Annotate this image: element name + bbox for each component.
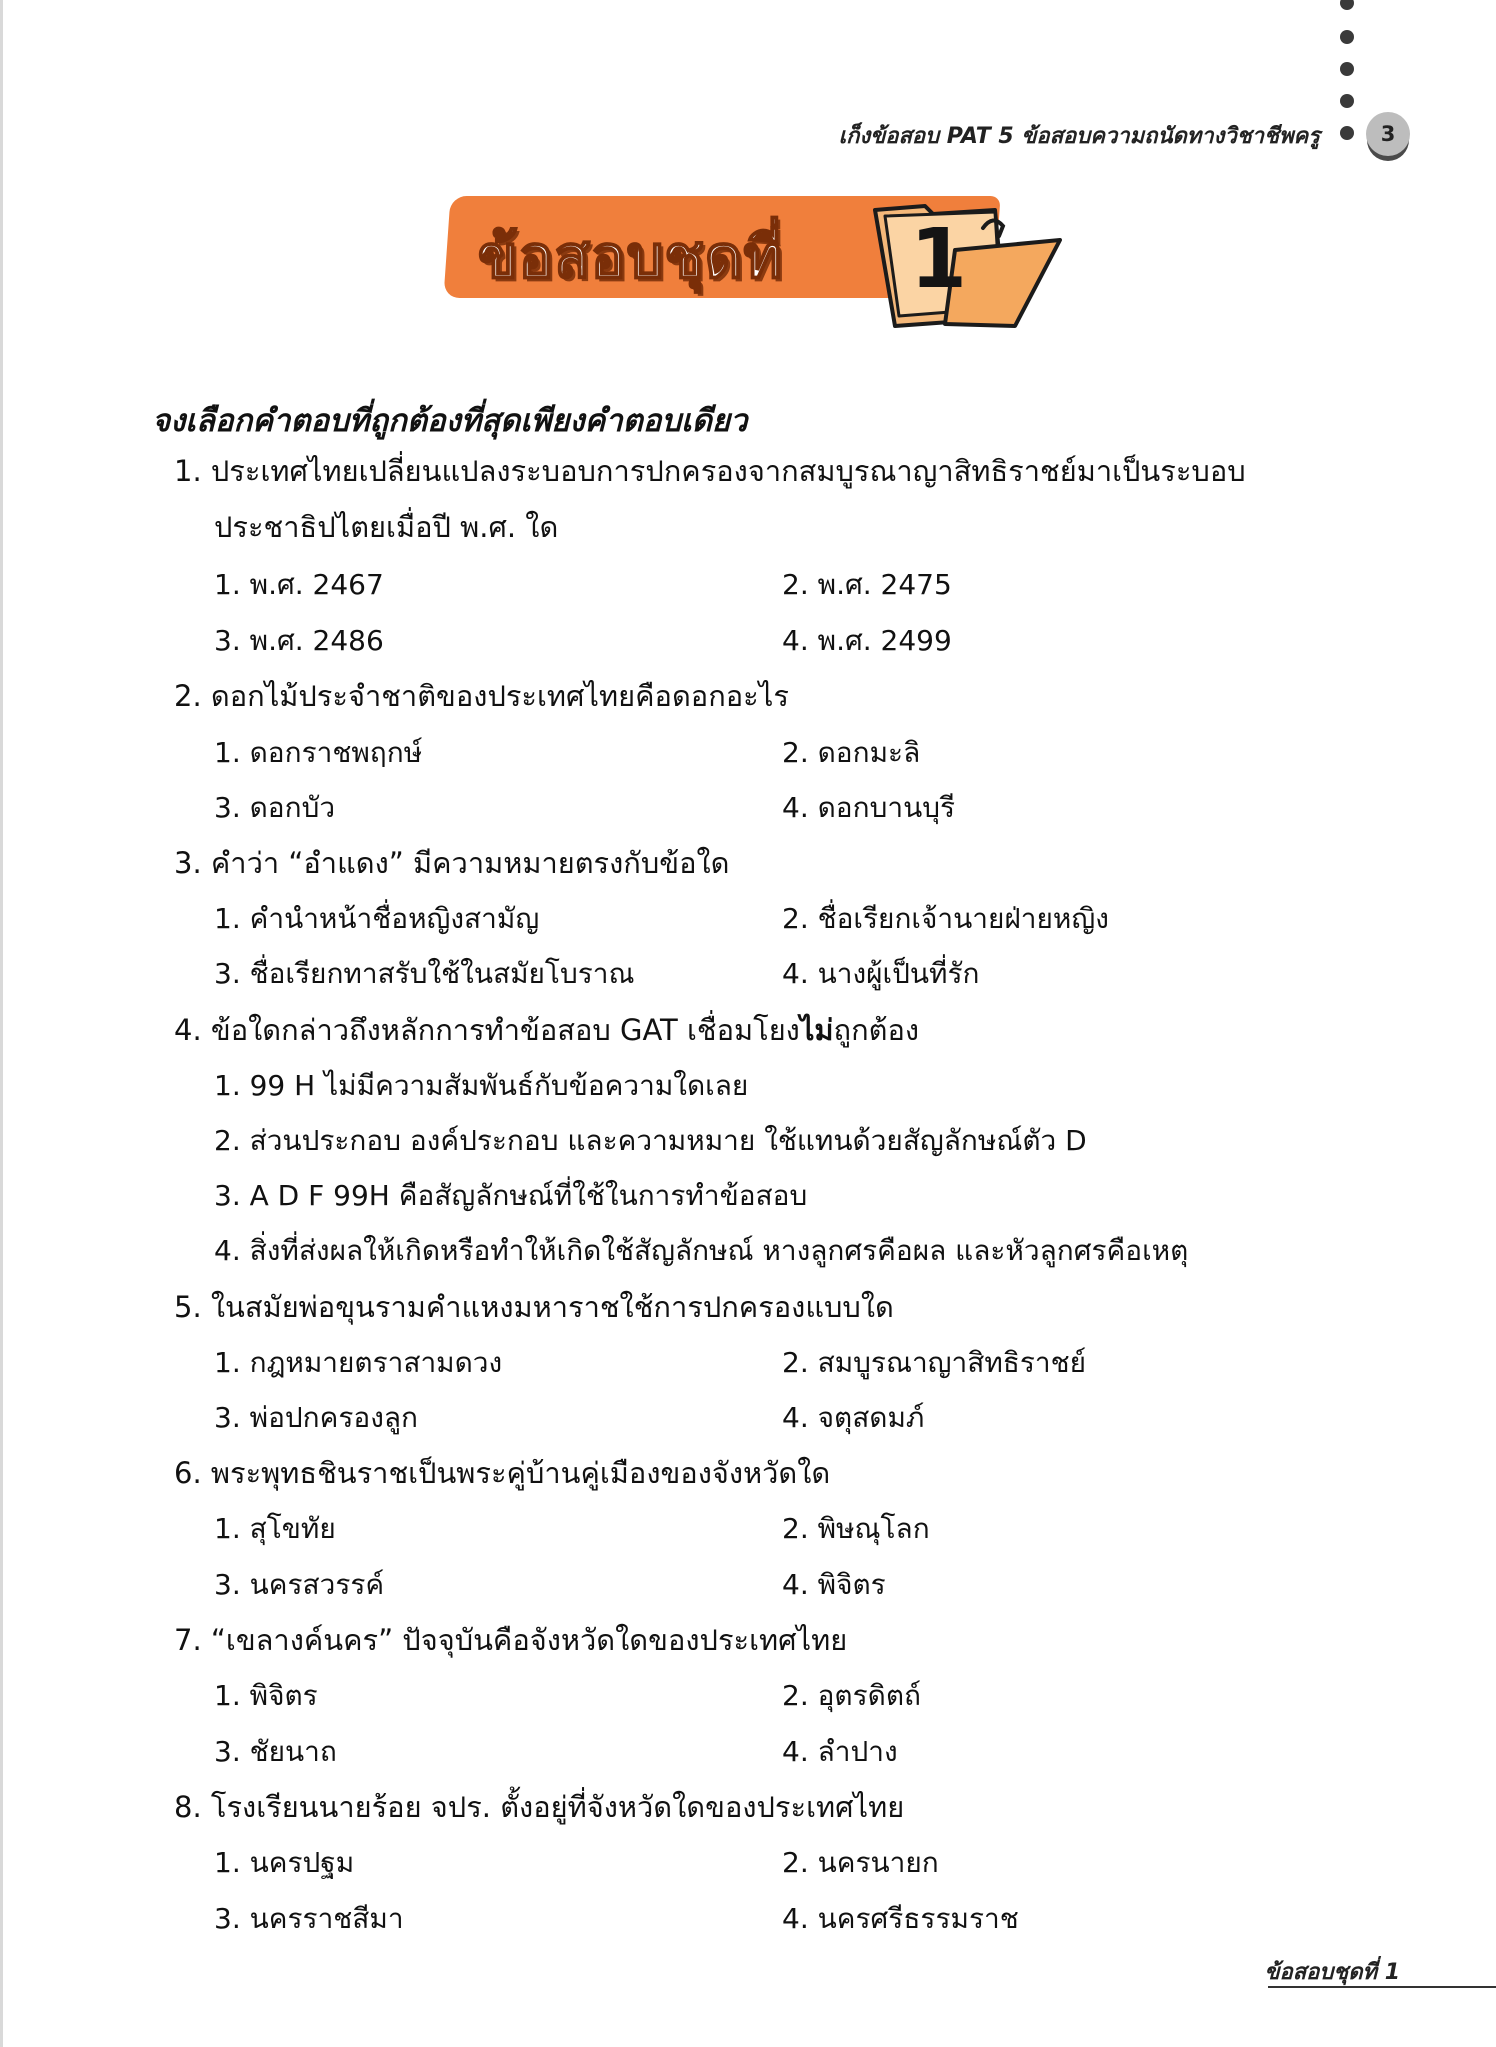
option: 1. 99 H ไม่มีความสัมพันธ์กับข้อความใดเลย [214, 1069, 749, 1102]
option: 2. สมบูรณาญาสิทธิราชย์ [782, 1346, 1087, 1379]
option: 4. ลำปาง [782, 1735, 898, 1768]
question-number: 6. [174, 1456, 202, 1490]
option: 1. กฎหมายตราสามดวง [214, 1346, 503, 1379]
option: 3. พ่อปกครองลูก [214, 1401, 418, 1434]
option: 2. ดอกมะลิ [782, 736, 921, 769]
option: 1. ดอกราชพฤกษ์ [214, 736, 423, 769]
option: 3. ดอกบัว [214, 791, 336, 824]
decorative-dots [1340, 0, 1360, 150]
question-number: 1. [174, 454, 202, 488]
question-text: พระพุทธชินราชเป็นพระคู่บ้านคู่เมืองของจังหวัดใด [210, 1456, 831, 1490]
question-text: ข้อใดกล่าวถึงหลักการทำข้อสอบ GAT เชื่อมโยง [210, 1013, 800, 1047]
option: 3. ชัยนาถ [214, 1735, 337, 1768]
option: 4. พิจิตร [782, 1568, 886, 1601]
option: 1. พ.ศ. 2467 [214, 568, 384, 601]
question-text: “เขลางค์นคร” ปัจจุบันคือจังหวัดใดของประเทศไทย [210, 1623, 848, 1657]
question-text: ในสมัยพ่อขุนรามคำแหงมหาราชใช้การปกครองแบบใด [210, 1290, 894, 1324]
question-8 [174, 1784, 904, 1830]
question-text-end: ถูกต้อง [833, 1013, 920, 1047]
footer-label: ข้อสอบชุดที่ 1 [1264, 1960, 1400, 1985]
question-text: โรงเรียนนายร้อย จปร. ตั้งอยู่ที่จังหวัดใดของประเทศไทย [210, 1790, 905, 1824]
option: 3. นครราชสีมา [214, 1902, 404, 1935]
question-3 [174, 840, 730, 886]
question-number: 2. [174, 679, 202, 713]
option: 2. พ.ศ. 2475 [782, 568, 952, 601]
running-header: เก็งข้อสอบ PAT 5 ข้อสอบความถนัดทางวิชาชีพครู [838, 124, 1320, 149]
footer-rule [1268, 1986, 1496, 1988]
question-4 [174, 1007, 919, 1053]
question-number: 8. [174, 1790, 202, 1824]
question-number: 7. [174, 1623, 202, 1657]
instruction: จงเลือกคำตอบที่ถูกต้องที่สุดเพียงคำตอบเดียว [152, 403, 748, 439]
option: 1. คำนำหน้าชื่อหญิงสามัญ [214, 902, 540, 935]
question-5 [174, 1284, 894, 1330]
option: 1. พิจิตร [214, 1679, 318, 1712]
option: 2. ชื่อเรียกเจ้านายฝ่ายหญิง [782, 902, 1109, 935]
page-number: 3 [1366, 112, 1410, 156]
option: 3. ชื่อเรียกทาสรับใช้ในสมัยโบราณ [214, 957, 635, 990]
option: 2. ส่วนประกอบ องค์ประกอบ และความหมาย ใช้แทนด้วยสัญลักษณ์ตัว D [214, 1124, 1087, 1157]
question-number: 5. [174, 1290, 202, 1324]
option: 2. พิษณุโลก [782, 1512, 930, 1545]
question-number: 3. [174, 846, 202, 880]
option: 4. จตุสดมภ์ [782, 1401, 925, 1434]
option: 2. อุตรดิตถ์ [782, 1679, 921, 1712]
option: 4. ดอกบานบุรี [782, 791, 956, 824]
question-text: ประเทศไทยเปลี่ยนแปลงระบอบการปกครองจากสมบูรณาญาสิทธิราชย์มาเป็นระบอบ [210, 454, 1246, 488]
set-number: 1 [910, 212, 968, 307]
question-1 [174, 448, 1246, 494]
option: 4. นครศรีธรรมราช [782, 1902, 1019, 1935]
question-2 [174, 673, 789, 719]
option: 2. นครนายก [782, 1846, 939, 1879]
question-6 [174, 1450, 830, 1496]
question-text: คำว่า “อำแดง” มีความหมายตรงกับข้อใด [210, 846, 730, 880]
option: 1. สุโขทัย [214, 1512, 336, 1545]
question-7 [174, 1617, 847, 1663]
question-1-line2: ประชาธิปไตยเมื่อปี พ.ศ. ใด [214, 510, 559, 544]
option: 3. พ.ศ. 2486 [214, 624, 384, 657]
option: 4. สิ่งที่ส่งผลให้เกิดหรือทำให้เกิดใช้สัญลักษณ์ หางลูกศรคือผล และหัวลูกศรคือเหตุ [214, 1234, 1189, 1267]
question-emphasis: ไม่ [799, 1013, 834, 1047]
option: 3. A D F 99H คือสัญลักษณ์ที่ใช้ในการทำข้อสอบ [214, 1179, 808, 1212]
option: 1. นครปฐม [214, 1846, 355, 1879]
option: 4. พ.ศ. 2499 [782, 624, 952, 657]
question-number: 4. [174, 1013, 202, 1047]
question-text: ดอกไม้ประจำชาติของประเทศไทยคือดอกอะไร [210, 679, 789, 713]
option: 3. นครสวรรค์ [214, 1568, 385, 1601]
page-edge [0, 0, 3, 2047]
title-banner-text: ข้อสอบชุดที่ [478, 223, 783, 291]
option: 4. นางผู้เป็นที่รัก [782, 957, 980, 990]
